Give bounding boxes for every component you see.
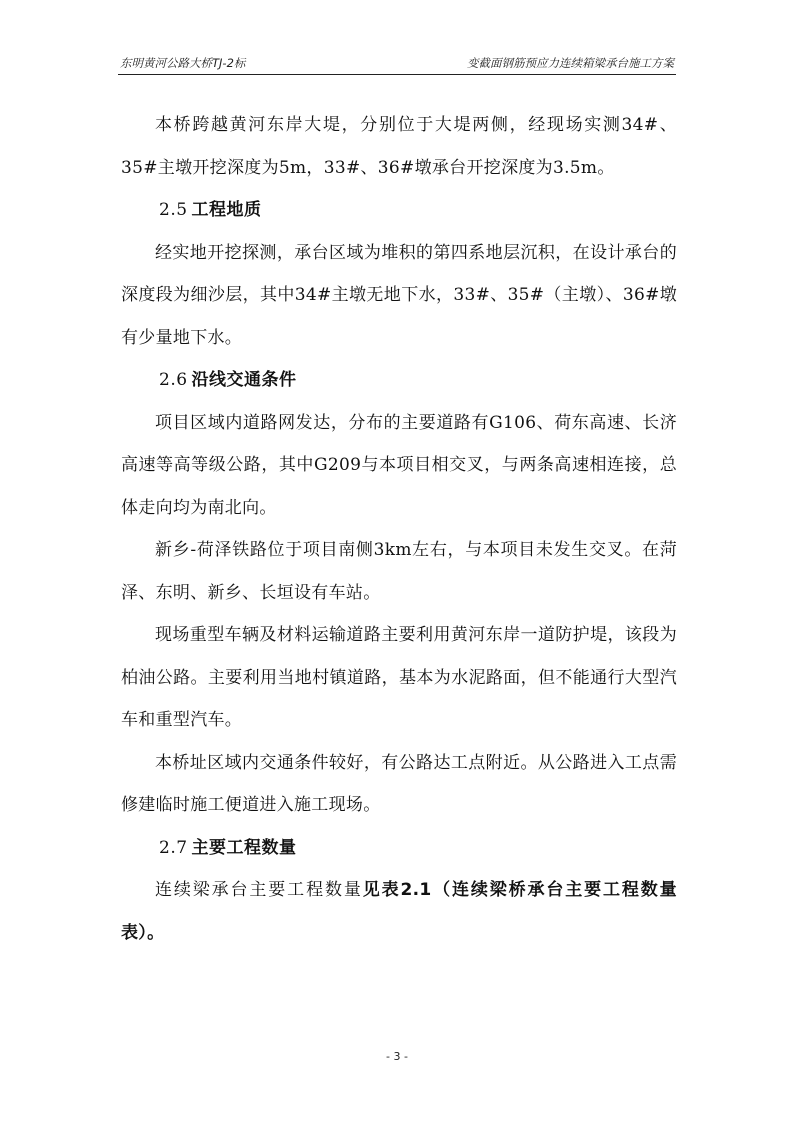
paragraph-road-network: 项目区域内道路网发达，分布的主要道路有G106、荷东高速、长济高速等高等级公路，其中G209与本项目相交叉，与两条高速相连接，总体走向均为南北向。 [121, 412, 677, 518]
paragraph-railway: 新乡-荷泽铁路位于项目南侧3km左右，与本项目未发生交叉。在菏泽、东明、新乡、长垣设有车站。 [121, 540, 677, 603]
paragraph-excavation-depth: 本桥跨越黄河东岸大堤，分别位于大堤两侧，经现场实测34#、35#主墩开挖深度为5m，33#、36#墩承台开挖深度为3.5m。 [121, 115, 677, 178]
paragraph-transport-roads: 现场重型车辆及材料运输道路主要利用黄河东岸一道防护堤，该段为柏油公路。主要利用当地村镇道路，基本为水泥路面，但不能通行大型汽车和重型汽车。 [121, 625, 677, 730]
section-number: 2.7 [159, 837, 188, 858]
section-number: 2.6 [159, 370, 188, 390]
paragraph-quantities [121, 869, 677, 954]
quantities-text: 连续梁承台主要工程数量 [155, 880, 363, 900]
document-body [121, 104, 677, 954]
section-heading-geology [121, 189, 677, 232]
table-reference: 见表2.1（连续梁桥承台主要工程数量表）。 [121, 880, 677, 943]
section-title: 工程地质 [191, 200, 262, 220]
section-heading-quantities [121, 827, 677, 870]
section-number: 2.5 [159, 200, 188, 220]
section-title: 主要工程数量 [191, 837, 297, 858]
page-header [118, 52, 676, 75]
section-title: 沿线交通条件 [191, 370, 297, 390]
paragraph-site-access: 本桥址区域内交通条件较好，有公路达工点附近。从公路进入工点需修建临时施工便道进入施工现场。 [121, 752, 677, 815]
header-document-title: 变截面钢筋预应力连续箱梁承台施工方案 [467, 56, 674, 70]
section-heading-traffic [121, 359, 677, 402]
header-project-name: 东明黄河公路大桥TJ-2标 [120, 56, 246, 70]
paragraph-geology: 经实地开挖探测，承台区域为堆积的第四系地层沉积，在设计承台的深度段为细沙层，其中34#主墩无地下水，33#、35#（主墩）、36#墩有少量地下水。 [121, 242, 677, 348]
page-number: - 3 - [386, 1050, 408, 1063]
